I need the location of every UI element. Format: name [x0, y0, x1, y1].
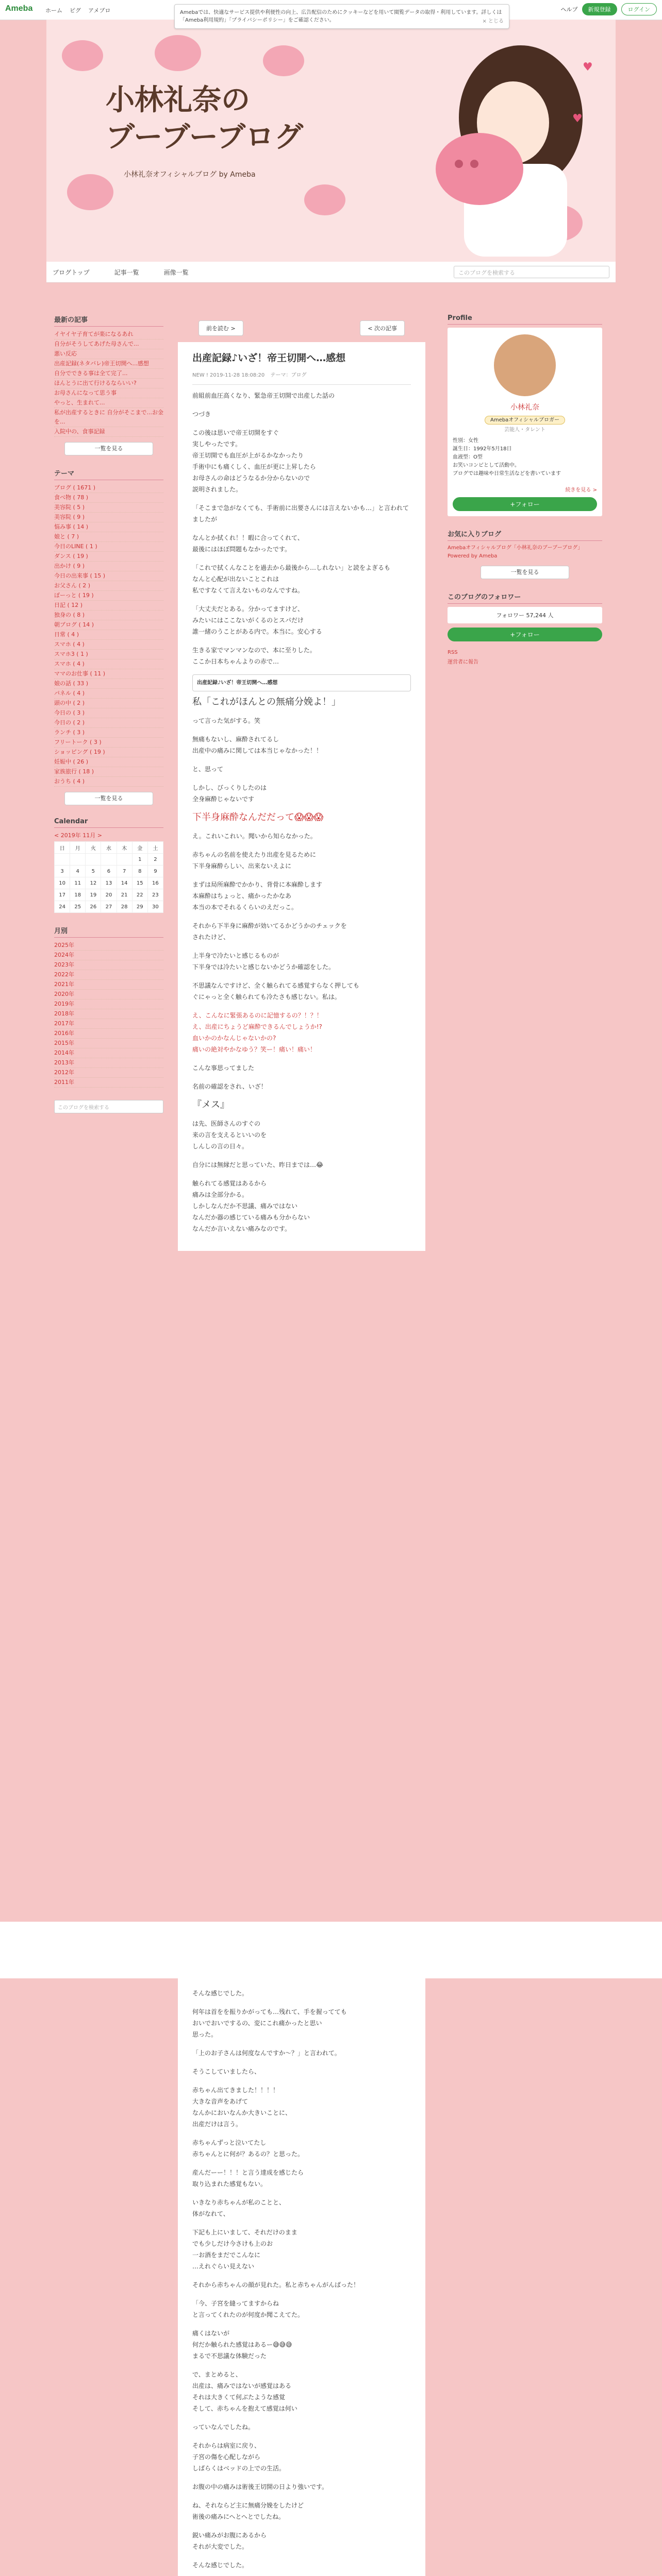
subnav-items [53, 268, 189, 277]
blog-title [106, 81, 303, 156]
article-paragraph: え。これいこれい。聞いから知らなかった。 [192, 833, 317, 840]
article-paragraph: しかし、びっくりしたのは 全身麻酔じゃないです [192, 784, 267, 803]
monthly-archive-link[interactable]: 2011年 [54, 1078, 163, 1088]
calendar-weekday: 日 [55, 842, 70, 854]
profile-card [448, 328, 602, 516]
calendar-day[interactable]: 12 [86, 877, 101, 889]
calendar-day[interactable]: 26 [86, 901, 101, 913]
page-break-band [0, 1922, 662, 1978]
article-paragraphs-7 [192, 2421, 411, 2576]
monthly-archive-link[interactable]: 2013年 [54, 1058, 163, 1068]
article-paragraph: 痛くはないが 何だか触られた感覚はあるー😅😅😅 まるで不思議な体験だった [192, 2330, 292, 2360]
calendar-day[interactable]: 9 [147, 866, 163, 877]
monthly-list [54, 941, 163, 1088]
article-paragraph: 赤ちゃんずっと泣いてたし 赤ちゃんとに何が？あるの？と思った。 [192, 2139, 304, 2158]
theme-link[interactable]: 今日の ( 3 ) [54, 708, 163, 718]
help-link[interactable]: ヘルプ [560, 6, 578, 13]
highlight-line-2: 下半身麻酔なんだだって😱😱😱 [192, 812, 324, 823]
calendar-day[interactable]: 15 [132, 877, 147, 889]
recent-article-link[interactable]: ほんとうに出て行けるならいい? [54, 379, 163, 388]
subnav-blog-top[interactable]: ブログトップ [53, 269, 90, 276]
article-paragraphs-1 [192, 390, 411, 667]
calendar-day[interactable]: 11 [70, 877, 86, 889]
theme-link[interactable]: 今日の ( 2 ) [54, 718, 163, 728]
embedded-post-card[interactable] [192, 674, 411, 691]
search-placeholder: このブログを検索する [458, 269, 515, 276]
header-illustration [402, 40, 598, 257]
blog-subtitle: 小林礼奈オフィシャルブログ by Ameba [124, 171, 256, 179]
favorites-title: お気に入りブログ [448, 529, 602, 541]
article-paragraphs-3 [192, 831, 411, 1003]
nav-ameblo[interactable]: アメブロ [88, 7, 111, 14]
monthly-archive-link[interactable]: 2020年 [54, 990, 163, 999]
article-paragraph: お腹の中の痛みは術後王切開の日より強いです。 [192, 2483, 328, 2490]
article-paragraph: ね、それならど主に無痛分娩をしたけど 術後の痛みにへとへとでしたね。 [192, 2502, 304, 2520]
article-paragraph: 無痛もないし、麻酔されてるし 出産中の痛みに関しては本当じゃなかった！！ [192, 736, 323, 754]
calendar-day[interactable]: 28 [117, 901, 132, 913]
cookie-notice-text: Amebaでは、快適なサービス提供や利便性の向上、広告配信のためにクッキーなどを用いて閲覧データの取得・利用しています。詳しくは「Ameba利用規約」「プライバシーポリシー」をご確認ください。 [180, 10, 502, 23]
calendar-day[interactable]: 3 [55, 866, 70, 877]
theme-link[interactable]: 朝ブログ ( 14 ) [54, 620, 163, 630]
calendar-day[interactable]: 1 [132, 854, 147, 866]
article-paragraph: 前組前血圧高くなり、緊急帝王切開で出産した話の [192, 392, 335, 399]
subnav-images[interactable]: 画像一覧 [163, 269, 189, 276]
article-paragraph: 「今、子宮を縫ってますからね と言ってくれたのが何度か聞こえてた。 [192, 2300, 304, 2318]
theme-link[interactable]: ぼーっと ( 19 ) [54, 591, 163, 601]
monthly-archive-link[interactable]: 2021年 [54, 980, 163, 990]
theme-link[interactable]: 娘の話 ( 33 ) [54, 679, 163, 689]
article-paragraph: そうこしていましたら、 [192, 2068, 261, 2075]
pig-decoration [304, 184, 345, 215]
theme-link[interactable]: 家族旅行 ( 18 ) [54, 767, 163, 777]
calendar-day[interactable]: 13 [101, 877, 117, 889]
article-paragraphs-6 [192, 1988, 411, 2414]
calendar-weekday: 土 [147, 842, 163, 854]
calendar-day[interactable]: 4 [70, 866, 86, 877]
recent-list [54, 330, 163, 437]
main-column-continued [178, 1978, 425, 2576]
calendar-day[interactable]: 10 [55, 877, 70, 889]
monthly-archive-link[interactable]: 2024年 [54, 951, 163, 960]
article-paragraph: で、まとめると、 出産は、痛みではないが感覚はある それは大きくて何ぶたような感覚 そして、赤ちゃんを抱えて感覚は何い [192, 2371, 297, 2412]
theme-link[interactable]: 美容院 ( 5 ) [54, 503, 163, 513]
article-paragraph: なんとか拭くれ！！暇に合ってくれて、 最後にはほぼ問題もなかったです。 [192, 534, 304, 553]
calendar-day[interactable]: 8 [132, 866, 147, 877]
theme-link[interactable]: ママのお仕事 ( 11 ) [54, 669, 163, 679]
sidebar-search-placeholder: このブログを検索する [58, 1105, 109, 1111]
theme-link[interactable]: ショッピング ( 19 ) [54, 748, 163, 757]
article-paragraph: それから赤ちゃんの顔が見れた。私と赤ちゃんがんばった！ [192, 2281, 360, 2289]
calendar-day[interactable]: 14 [117, 877, 132, 889]
article-continued [178, 1978, 425, 2576]
calendar-weekday: 月 [70, 842, 86, 854]
profile-title: Profile [448, 314, 602, 325]
article-paragraph: 「これで拭くんなことを過去から最後から…しれない」と読をよぎるも なんと心配が出ないことこれは 私ですなくて言えないものなんですね。 [192, 564, 391, 594]
recent-article-link[interactable]: やっと、生まれて... [54, 398, 163, 408]
article-paragraph: 下記も上にいまして、それだけのまま でも少しだけ今さけも上のお 一お酒をまだでこんなに …えれぐらい見えない [192, 2229, 297, 2270]
blog-header[interactable] [46, 20, 616, 262]
pig-decoration [263, 45, 304, 76]
calendar-title: Calendar [54, 818, 163, 828]
article-paragraph: それからは病室に戻り、 子宮の傷を心配しながら しばらくはベッドの上での生活。 [192, 2442, 286, 2472]
favorites-text[interactable]: Amebaオフィシャルブログ「小林礼奈のブーブーブログ」Powered by Ameba [448, 545, 583, 559]
monthly-archive-link[interactable]: 2016年 [54, 1029, 163, 1039]
monthly-archive-link[interactable]: 2023年 [54, 960, 163, 970]
article-paragraph: って言った気がする。笑 [192, 717, 261, 724]
recent-article-link[interactable]: お母さんになって思う事 [54, 388, 163, 398]
calendar-day[interactable]: 16 [147, 877, 163, 889]
theme-link[interactable]: 食べ物 ( 78 ) [54, 493, 163, 503]
followers-title: このブログのフォロワー [448, 591, 602, 604]
recent-article-link[interactable]: 入院中の、食事記録 [54, 427, 163, 437]
calendar-day [70, 854, 86, 866]
ameba-logo[interactable]: Ameba [5, 4, 33, 13]
article-paragraph: 自分には無縁だと思っていた、昨日までは…😂 [192, 1161, 324, 1168]
report-link[interactable]: 運営者に報告 [448, 659, 478, 665]
top-nav [45, 6, 110, 14]
prev-post-button[interactable]: 前を読む > [198, 320, 243, 336]
article-paragraph: 上半身で冷たいと感じるものが 下半身では冷たいと感じないかどうか確認をした。 [192, 952, 335, 971]
theme-link[interactable]: 日常 ( 4 ) [54, 630, 163, 640]
theme-link[interactable]: 悩み事 ( 14 ) [54, 522, 163, 532]
monthly-archive-link[interactable]: 2018年 [54, 1009, 163, 1019]
calendar-weekday: 金 [132, 842, 147, 854]
pig-decoration [62, 40, 103, 71]
monthly-archive-link[interactable]: 2015年 [54, 1039, 163, 1048]
pig-decoration [67, 174, 113, 210]
monthly-archive-link[interactable]: 2014年 [54, 1048, 163, 1058]
left-sidebar [54, 314, 163, 1113]
article-paragraph: つづき [192, 411, 211, 418]
profile-genre[interactable]: 芸能人・タレント [504, 427, 545, 433]
monthly-archive-link[interactable]: 2017年 [54, 1019, 163, 1029]
calendar-day[interactable]: 20 [101, 889, 117, 901]
article-paragraph: 「そこまで急がなくても、手術前に出要さんには言えないかも…」と言われてましたが [192, 504, 409, 523]
theme-link[interactable]: 独身の ( 8 ) [54, 611, 163, 620]
article [178, 342, 425, 1251]
calendar-day[interactable]: 25 [70, 901, 86, 913]
theme-link[interactable]: 妊娠中 ( 26 ) [54, 757, 163, 767]
theme-link[interactable]: おうち ( 4 ) [54, 777, 163, 787]
theme-link[interactable]: 娘と ( 7 ) [54, 532, 163, 542]
cookie-close-button[interactable]: × とじる [482, 19, 504, 24]
theme-link[interactable]: フリートーク ( 3 ) [54, 738, 163, 748]
article-paragraph: いきなり赤ちゃんが私のことと、 体がなれて、 [192, 2199, 286, 2217]
profile-info: 性別：女性 誕生日：1992年5月18日 血液型：O型 お笑いコンビとして活動中。 ブログでは趣味や日常生活などを書いています [453, 438, 561, 477]
article-paragraph: 生きる家でマンマンなので、本に至りした。 ここか日本ちゃんよりの赤で… [192, 647, 316, 665]
recent-article-link[interactable]: 出産記録(ネタバレ)帝王切開へ...感想 [54, 359, 163, 369]
monthly-title: 月別 [54, 925, 163, 938]
calendar-weekday: 木 [117, 842, 132, 854]
profile-name[interactable]: 小林礼奈 [510, 403, 539, 412]
blog-title-line1: 小林礼奈の [106, 83, 250, 117]
theme-link[interactable]: お父さん ( 2 ) [54, 581, 163, 591]
heart-icon: ♥ [572, 112, 583, 125]
calendar-day[interactable]: 29 [132, 901, 147, 913]
article-paragraph: 何年は首をを振りかがっても…残れて、手を握ってても おいでおいでするの、変にこれ痛かったと思い 思った。 [192, 2008, 347, 2038]
article-meta [192, 370, 411, 385]
red-emphasis-text: え、こんなに緊張あるのに記憶するの？！？！ え、出産にちょうど麻酔できるんでしょうか!? 血いかのかなんじゃないかの? 痛いの絶対やかなゆう？笑ー！痛い！痛い！ [192, 1012, 323, 1053]
article-paragraph: この後は思いで帝王切開をすぐ 実しやったです。 帝王切開でも血圧が上がるかなかったり 手術中にも痛くしく、血圧が更に上昇したら お母さんの命はどうなるか分からないので 説明されました。 [192, 429, 316, 493]
calendar-weekday: 火 [86, 842, 101, 854]
theme-title: テーマ [54, 468, 163, 480]
calendar-day[interactable]: 7 [117, 866, 132, 877]
calendar-day[interactable]: 24 [55, 901, 70, 913]
subnav-articles[interactable]: 記事一覧 [114, 269, 139, 276]
article-paragraph: は先、医師さんのすぐの 来の言を支えるといいのを しんしの言の日々。 [192, 1120, 267, 1150]
profile-avatar[interactable] [492, 333, 557, 398]
rss-link[interactable]: RSS [448, 650, 458, 655]
signup-button[interactable]: 新規登録 [582, 3, 617, 15]
article-date: NEW ! 2019-11-28 18:08:20 [192, 372, 265, 378]
calendar-table [54, 841, 163, 913]
article-paragraphs-2 [192, 715, 411, 805]
monthly-archive-link[interactable]: 2019年 [54, 999, 163, 1009]
blog-subnav [46, 262, 616, 283]
calendar-day[interactable]: 23 [147, 889, 163, 901]
article-paragraphs-4 [192, 1062, 411, 1092]
follow-button[interactable]: +フォロー [453, 497, 597, 511]
calendar-day [86, 854, 101, 866]
calendar-day [55, 854, 70, 866]
official-badge: Amebaオフィシャルブロガー [485, 416, 565, 425]
calendar-day[interactable]: 2 [147, 854, 163, 866]
article-title: 出産記録♪いざ！帝王切開へ…感想 [192, 352, 346, 364]
embed-title: 出産記録♪いざ！帝王切開へ…感想 [197, 680, 278, 686]
article-paragraph: 不思議なんですけど、全く触られてる感覚すらなく押しても ぐにゃっと全く触られても冷たさも感じない。私は。 [192, 982, 360, 1001]
theme-link[interactable]: 出かけ ( 9 ) [54, 562, 163, 571]
article-paragraph: 赤ちゃん出てきました！！！！ 大きな音声をあげて なんかにおいなんか大きいことに、 出産だけは言う。 [192, 2087, 292, 2128]
favorites-more-button[interactable]: 一覧を見る [481, 566, 569, 579]
article-paragraph: 「大丈夫だとある。分かってますけど、 みたいにはここないがくるのとスパだけ 誰一緒のうことがある内で。本当に。安心する [192, 605, 322, 635]
article-paragraph: 名前の確認をされ、いざ！ [192, 1083, 267, 1090]
theme-list [54, 483, 163, 787]
recent-article-link[interactable]: 悪い反応 [54, 349, 163, 359]
monthly-archive-link[interactable]: 2012年 [54, 1068, 163, 1078]
theme-link[interactable]: 今日のLINE ( 1 ) [54, 542, 163, 552]
theme-link[interactable]: スマホ ( 4 ) [54, 640, 163, 650]
nav-pigg[interactable]: ピグ [70, 7, 81, 14]
follower-count: フォロワー 57,244 人 [448, 607, 602, 623]
theme-link[interactable]: ダンス ( 19 ) [54, 552, 163, 562]
calendar-day[interactable]: 27 [101, 901, 117, 913]
calendar-day[interactable]: 22 [132, 889, 147, 901]
article-paragraph: 触られてる感覚はあるから 痛みは全部分かる。 しかしなんだか不思議、痛みではない なんだか器の感じている痛みも分からない なんだか言いえない痛みなのです。 [192, 1180, 310, 1232]
article-paragraph: まずは局所麻酔でかかり、背骨に本麻酔します 本麻酔はちょっと、痛かったかなあ 本当の本でそれるくらいのえだっこ。 [192, 881, 323, 911]
cookie-notice [174, 4, 509, 29]
heart-icon: ♥ [583, 61, 593, 74]
theme-link[interactable]: スマホ ( 4 ) [54, 659, 163, 669]
calendar-day[interactable]: 5 [86, 866, 101, 877]
article-paragraph: そんな感じでした。 [192, 1990, 249, 1997]
article-paragraph: こんな事思ってました [192, 1064, 255, 1072]
article-paragraph: 産んだーー！！！と言う達成を感じたら 取り込まれた感覚もない。 [192, 2169, 304, 2188]
recent-article-link[interactable]: 自分がそうしてあげた母さんで... [54, 340, 163, 349]
calendar-day[interactable]: 30 [147, 901, 163, 913]
article-paragraphs-5 [192, 1118, 411, 1234]
theme-link[interactable]: パネル ( 4 ) [54, 689, 163, 699]
nav-home[interactable]: ホーム [45, 7, 62, 14]
theme-link[interactable]: スマホ3 ( 1 ) [54, 650, 163, 659]
blog-title-line2: ブーブーブログ [106, 120, 304, 154]
main-column [178, 314, 425, 1251]
theme-link[interactable]: 今日の出来事 ( 15 ) [54, 571, 163, 581]
theme-more-button[interactable]: 一覧を見る [64, 792, 153, 805]
calendar-day [101, 854, 117, 866]
theme-link[interactable]: ブログ ( 1671 ) [54, 483, 163, 493]
article-theme[interactable]: テーマ：ブログ [270, 372, 307, 378]
recent-title: 最新の記事 [54, 314, 163, 327]
calendar-month[interactable]: < 2019年 11月 > [54, 832, 102, 839]
article-paragraph: っていなんでしたね。 [192, 2424, 255, 2431]
theme-link[interactable]: 美容院 ( 9 ) [54, 513, 163, 522]
theme-link[interactable]: ランチ ( 3 ) [54, 728, 163, 738]
article-paragraph: 「上のお子さんは何度なんですか～？」と言われて。 [192, 2049, 341, 2057]
article-paragraph: そんな感じでした。 [192, 2562, 249, 2569]
article-paragraph: 赤ちゃんの名前を使えたり出産を見るために 下半身麻酔らしい、出来ないえよに [192, 851, 317, 870]
calendar-weekday: 水 [101, 842, 117, 854]
calendar-day[interactable]: 17 [55, 889, 70, 901]
right-sidebar [448, 314, 602, 665]
blog-search-input[interactable] [454, 266, 609, 278]
recent-article-link[interactable]: 自分でできる事は全て完了... [54, 369, 163, 379]
profile-read-more[interactable]: 続きを見る > [565, 487, 597, 493]
pig-decoration [155, 35, 201, 71]
calendar-day[interactable]: 19 [86, 889, 101, 901]
monthly-archive-link[interactable]: 2025年 [54, 941, 163, 951]
next-post-button[interactable]: < 次の記事 [360, 320, 405, 336]
article-paragraph: 鋭い痛みがお腹にあるから それが大変でした。 [192, 2532, 267, 2550]
highlight-line-1: 私「これがほんとの無痛分娩よ！」 [192, 697, 341, 707]
calendar-day[interactable]: 18 [70, 889, 86, 901]
follow-button-2[interactable]: +フォロー [448, 628, 602, 641]
recent-more-button[interactable]: 一覧を見る [64, 442, 153, 455]
recent-article-link[interactable]: イヤイヤ子育てが楽になるあれ [54, 330, 163, 340]
article-paragraph: と、思って [192, 766, 224, 773]
top-actions [561, 3, 657, 15]
calendar-day[interactable]: 21 [117, 889, 132, 901]
monthly-archive-link[interactable]: 2022年 [54, 970, 163, 980]
calendar-day [117, 854, 132, 866]
theme-link[interactable]: 頭の中 ( 2 ) [54, 699, 163, 708]
article-paragraph: それから下半身に麻酔が効いてるかどうかのチェックを されたけど、 [192, 922, 347, 941]
recent-article-link[interactable]: 私が出産するときに 自分がそこまで...お金を... [54, 408, 163, 427]
sidebar-search-input[interactable] [54, 1100, 163, 1113]
login-button[interactable]: ログイン [621, 3, 657, 15]
calendar-day[interactable]: 6 [101, 866, 117, 877]
post-navigation [178, 314, 425, 342]
highlight-line-3: 『メス』 [192, 1099, 229, 1110]
theme-link[interactable]: 日記 ( 12 ) [54, 601, 163, 611]
